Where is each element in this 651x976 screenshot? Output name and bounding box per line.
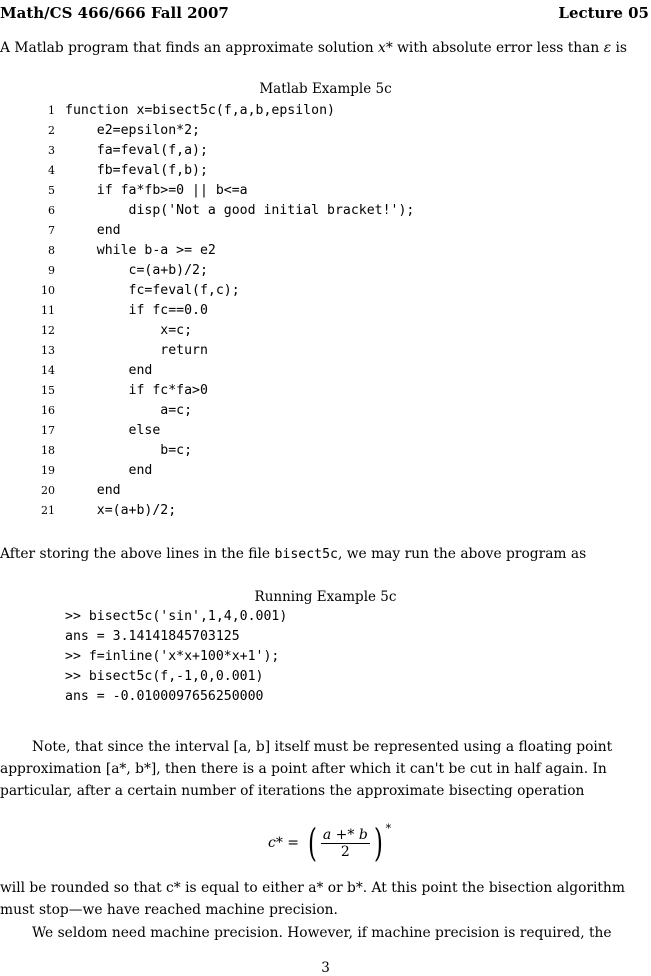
code-text: end	[65, 483, 121, 498]
line-number: 13	[41, 344, 55, 357]
line-number: 11	[41, 304, 55, 317]
code-line	[0, 380, 414, 400]
line-number: 1	[48, 104, 55, 117]
output-line: >> f=inline('x*x+100*x+1');	[65, 649, 280, 664]
intro-sentence	[0, 38, 651, 59]
code-text: end	[65, 463, 153, 478]
equation-star: *	[385, 822, 392, 835]
intro-xstar: x*	[378, 40, 393, 56]
code-text: fc=feval(f,c);	[65, 283, 240, 298]
line-number: 8	[48, 244, 55, 257]
line-number: 18	[41, 444, 55, 457]
code-text: a=c;	[65, 403, 193, 418]
code-line	[0, 480, 414, 500]
code-text: x=c;	[65, 323, 193, 338]
after-store-filename: bisect5c	[274, 547, 338, 562]
code-text: end	[65, 223, 121, 238]
course-title: Math/CS 466/666 Fall 2007	[0, 4, 229, 22]
left-paren: (	[307, 821, 317, 865]
after-store-sentence	[0, 544, 651, 565]
equation-denominator: 2	[340, 843, 350, 860]
example-b-output	[65, 607, 287, 707]
output-line: ans = 3.14141845703125	[65, 629, 240, 644]
code-text: while b-a >= e2	[65, 243, 216, 258]
line-number: 17	[41, 424, 55, 437]
line-number: 5	[48, 184, 55, 197]
line-number: 10	[41, 284, 55, 297]
example-b-caption: Running Example 5c	[254, 589, 397, 605]
example-a-caption: Matlab Example 5c	[259, 81, 392, 97]
rounded-paragraph-line1: will be rounded so that c* is equal to either a* or b*. At this point the bisection algorithm	[0, 880, 625, 896]
line-number: 16	[41, 404, 55, 417]
note-paragraph-line3: particular, after a certain number of iterations the approximate bisecting operation	[0, 783, 585, 799]
code-text: fa=feval(f,a);	[65, 143, 208, 158]
code-line	[0, 420, 414, 440]
equation-fraction	[321, 827, 370, 860]
code-text: x=(a+b)/2;	[65, 503, 177, 518]
output-line: >> bisect5c(f,-1,0,0.001)	[65, 669, 264, 684]
code-line	[0, 280, 414, 300]
code-line	[0, 440, 414, 460]
line-number: 6	[48, 204, 55, 217]
output-line: ans = -0.0100097656250000	[65, 689, 264, 704]
code-text: else	[65, 423, 161, 438]
code-line	[0, 140, 414, 160]
after-store-text-before: After storing the above lines in the file	[0, 546, 275, 562]
code-line	[0, 160, 414, 180]
code-text: b=c;	[65, 443, 193, 458]
line-number: 2	[48, 124, 55, 137]
intro-text-before: A Matlab program that finds an approximate solution	[0, 40, 379, 56]
code-text: if fc==0.0	[65, 303, 208, 318]
seldom-paragraph-line1: We seldom need machine precision. However, if machine precision is required, the	[32, 925, 612, 941]
code-text: return	[65, 343, 208, 358]
code-line	[0, 260, 414, 280]
note-paragraph-line1: Note, that since the interval [a, b] itself must be represented using a floating point	[32, 739, 613, 755]
bisect-equation	[268, 818, 391, 868]
code-line	[0, 400, 414, 420]
intro-epsilon: ε	[603, 40, 612, 56]
note-paragraph-line2: approximation [a*, b*], then there is a point after which it can't be cut in half again. In	[0, 761, 607, 777]
code-text: c=(a+b)/2;	[65, 263, 208, 278]
equation-lhs: c* =	[268, 835, 300, 851]
line-number: 19	[41, 464, 55, 477]
intro-text-mid: with absolute error less than	[392, 40, 604, 56]
code-line	[0, 300, 414, 320]
line-number: 15	[41, 384, 55, 397]
code-line	[0, 340, 414, 360]
line-number: 14	[41, 364, 55, 377]
rounded-paragraph-line2: must stop—we have reached machine precision.	[0, 902, 338, 918]
code-line	[0, 120, 414, 140]
code-text: e2=epsilon*2;	[65, 123, 200, 138]
code-text: if fc*fa>0	[65, 383, 208, 398]
equation-numerator: a +* b	[322, 826, 368, 843]
code-line	[0, 240, 414, 260]
right-paren: )	[373, 821, 383, 865]
code-line	[0, 220, 414, 240]
code-text: fb=feval(f,b);	[65, 163, 208, 178]
output-line: >> bisect5c('sin',1,4,0.001)	[65, 609, 288, 624]
line-number: 4	[48, 164, 55, 177]
intro-text-after: is	[611, 40, 627, 56]
code-line	[0, 180, 414, 200]
after-store-text-after: , we may run the above program as	[337, 546, 587, 562]
line-number: 3	[48, 144, 55, 157]
code-text: disp('Not a good initial bracket!');	[65, 203, 415, 218]
line-number: 20	[41, 484, 55, 497]
line-number: 7	[48, 224, 55, 237]
code-line	[0, 100, 414, 120]
lecture-label: Lecture 05	[558, 4, 649, 22]
code-line	[0, 500, 414, 520]
line-number: 21	[41, 504, 55, 517]
line-number: 9	[48, 264, 55, 277]
code-text: function x=bisect5c(f,a,b,epsilon)	[65, 103, 335, 118]
code-text: end	[65, 363, 153, 378]
line-number: 12	[41, 324, 55, 337]
code-line	[0, 460, 414, 480]
code-line	[0, 320, 414, 340]
page-number: 3	[321, 960, 330, 976]
code-text: if fa*fb>=0 || b<=a	[65, 183, 248, 198]
code-line	[0, 360, 414, 380]
code-line	[0, 200, 414, 220]
example-a-code-listing	[0, 100, 414, 520]
